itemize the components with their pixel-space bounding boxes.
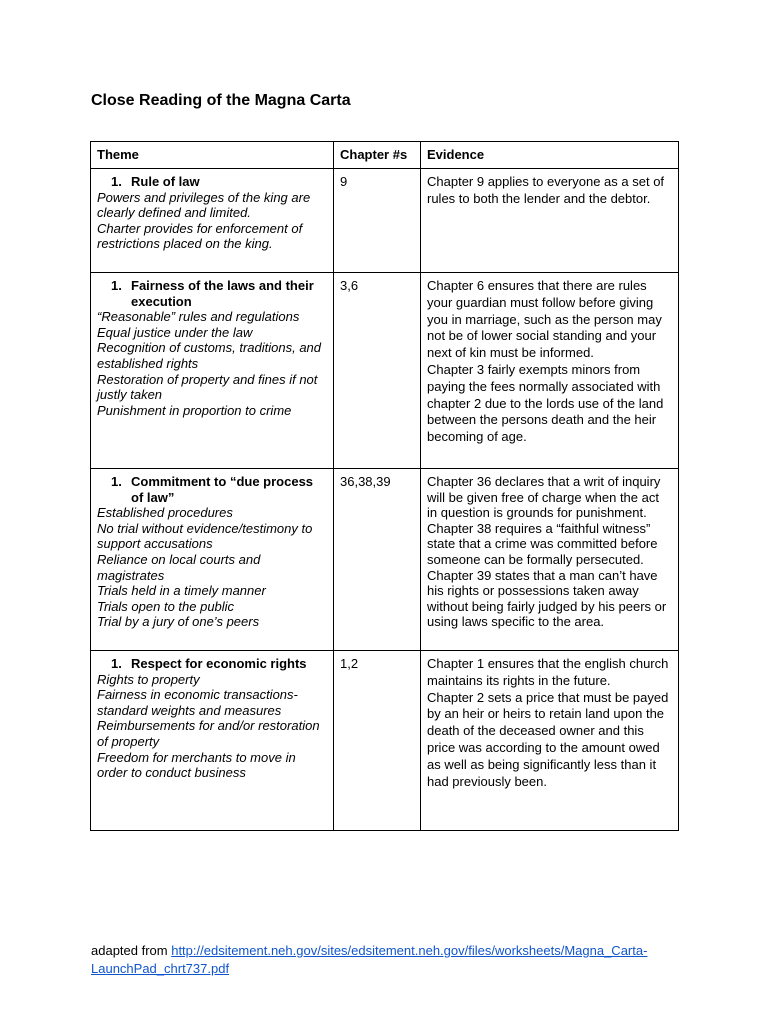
theme-point: “Reasonable” rules and regulations	[97, 309, 300, 325]
evidence-text: Chapter 9 applies to everyone as a set of rules to both the lender and the debtor.	[427, 174, 665, 206]
evidence-text: Chapter 39 states that a man can’t have his rights or possessions taken away without being fairly judged by his peers or using laws specific to the area.	[427, 567, 667, 630]
evidence-cell	[421, 651, 679, 831]
theme-point: Trials held in a timely manner	[97, 583, 266, 599]
theme-point: Established procedures	[97, 505, 233, 521]
chapter-numbers: 1,2	[340, 656, 359, 671]
theme-name: Commitment to “due process of law”	[131, 474, 314, 505]
theme-heading	[97, 174, 327, 190]
chapter-numbers: 9	[340, 174, 348, 189]
theme-name: Fairness of the laws and their execution	[131, 278, 314, 309]
theme-point: Reliance on local courts and magistrates	[97, 551, 261, 583]
attribution-prefix: adapted from	[91, 943, 172, 958]
source-link[interactable]: http://edsitement.neh.gov/sites/edsitement.neh.gov/files/worksheets/Magna_Carta-LaunchPad_chrt737.pdf	[91, 943, 648, 976]
theme-cell	[91, 651, 334, 831]
evidence-cell	[421, 469, 679, 651]
chapters-cell	[334, 169, 421, 273]
theme-heading	[97, 278, 327, 309]
theme-number: 1.	[111, 278, 122, 293]
header-chapters: Chapter #s	[334, 142, 421, 169]
evidence-text: Chapter 2 sets a price that must be payed by an heir or heirs to retain land upon the death of the deceased owner and this price was according to the amount owed as well as being significantly less than it had previously been.	[427, 689, 669, 789]
table-row	[91, 651, 679, 831]
theme-point: Trials open to the public	[97, 598, 235, 614]
theme-name: Respect for economic rights	[131, 656, 307, 671]
theme-cell	[91, 273, 334, 469]
table-row	[91, 469, 679, 651]
source-attribution	[91, 942, 651, 978]
close-reading-table	[90, 141, 679, 831]
header-theme: Theme	[91, 142, 334, 169]
theme-number: 1.	[111, 474, 122, 489]
theme-point: Equal justice under the law	[97, 324, 253, 340]
evidence-text: Chapter 1 ensures that the english church maintains its rights in the future.	[427, 656, 669, 688]
theme-number: 1.	[111, 656, 122, 671]
theme-point: Restoration of property and fines if not justly taken	[97, 371, 318, 403]
evidence-text: Chapter 36 declares that a writ of inquiry will be given free of charge when the act in question is grounds for punishment.	[427, 474, 661, 521]
theme-heading	[97, 656, 327, 672]
chapters-cell	[334, 651, 421, 831]
chapters-cell	[334, 469, 421, 651]
theme-point: Recognition of customs, traditions, and established rights	[97, 340, 322, 371]
table-header-row	[91, 142, 679, 169]
evidence-text: Chapter 3 fairly exempts minors from paying the fees normally associated with chapter 2 due to the lords use of the land between the persons death and the heir becoming of age.	[427, 361, 664, 445]
theme-point: Reimbursements for and/or restoration of property	[97, 718, 320, 749]
theme-cell	[91, 169, 334, 273]
theme-point: Powers and privileges of the king are clearly defined and limited.	[97, 189, 311, 221]
evidence-text: Chapter 38 requires a “faithful witness” state that a crime was committed before someone can be formally persecuted.	[427, 520, 658, 567]
theme-point: Rights to property	[97, 671, 200, 687]
header-evidence: Evidence	[421, 142, 679, 169]
theme-point: Charter provides for enforcement of restrictions placed on the king.	[97, 220, 303, 252]
theme-cell	[91, 469, 334, 651]
theme-point: Fairness in economic transactions-standard weights and measures	[97, 687, 298, 718]
theme-point: Punishment in proportion to crime	[97, 402, 292, 418]
theme-name: Rule of law	[131, 174, 200, 189]
chapters-cell	[334, 273, 421, 469]
theme-heading	[97, 474, 327, 505]
table-row	[91, 273, 679, 469]
theme-number: 1.	[111, 174, 122, 189]
evidence-cell	[421, 169, 679, 273]
table-row	[91, 169, 679, 273]
theme-point: Trial by a jury of one’s peers	[97, 614, 260, 630]
document-title: Close Reading of the Magna Carta	[91, 92, 351, 109]
evidence-text: Chapter 6 ensures that there are rules your guardian must follow before giving you in marriage, such as the person may not be of lower social standing and your next of kin must be informed.	[427, 278, 662, 361]
theme-point: No trial without evidence/testimony to support accusations	[97, 520, 313, 552]
chapter-numbers: 36,38,39	[340, 474, 391, 489]
evidence-cell	[421, 273, 679, 469]
chapter-numbers: 3,6	[340, 278, 359, 293]
theme-point: Freedom for merchants to move in order to conduct business	[97, 749, 296, 781]
